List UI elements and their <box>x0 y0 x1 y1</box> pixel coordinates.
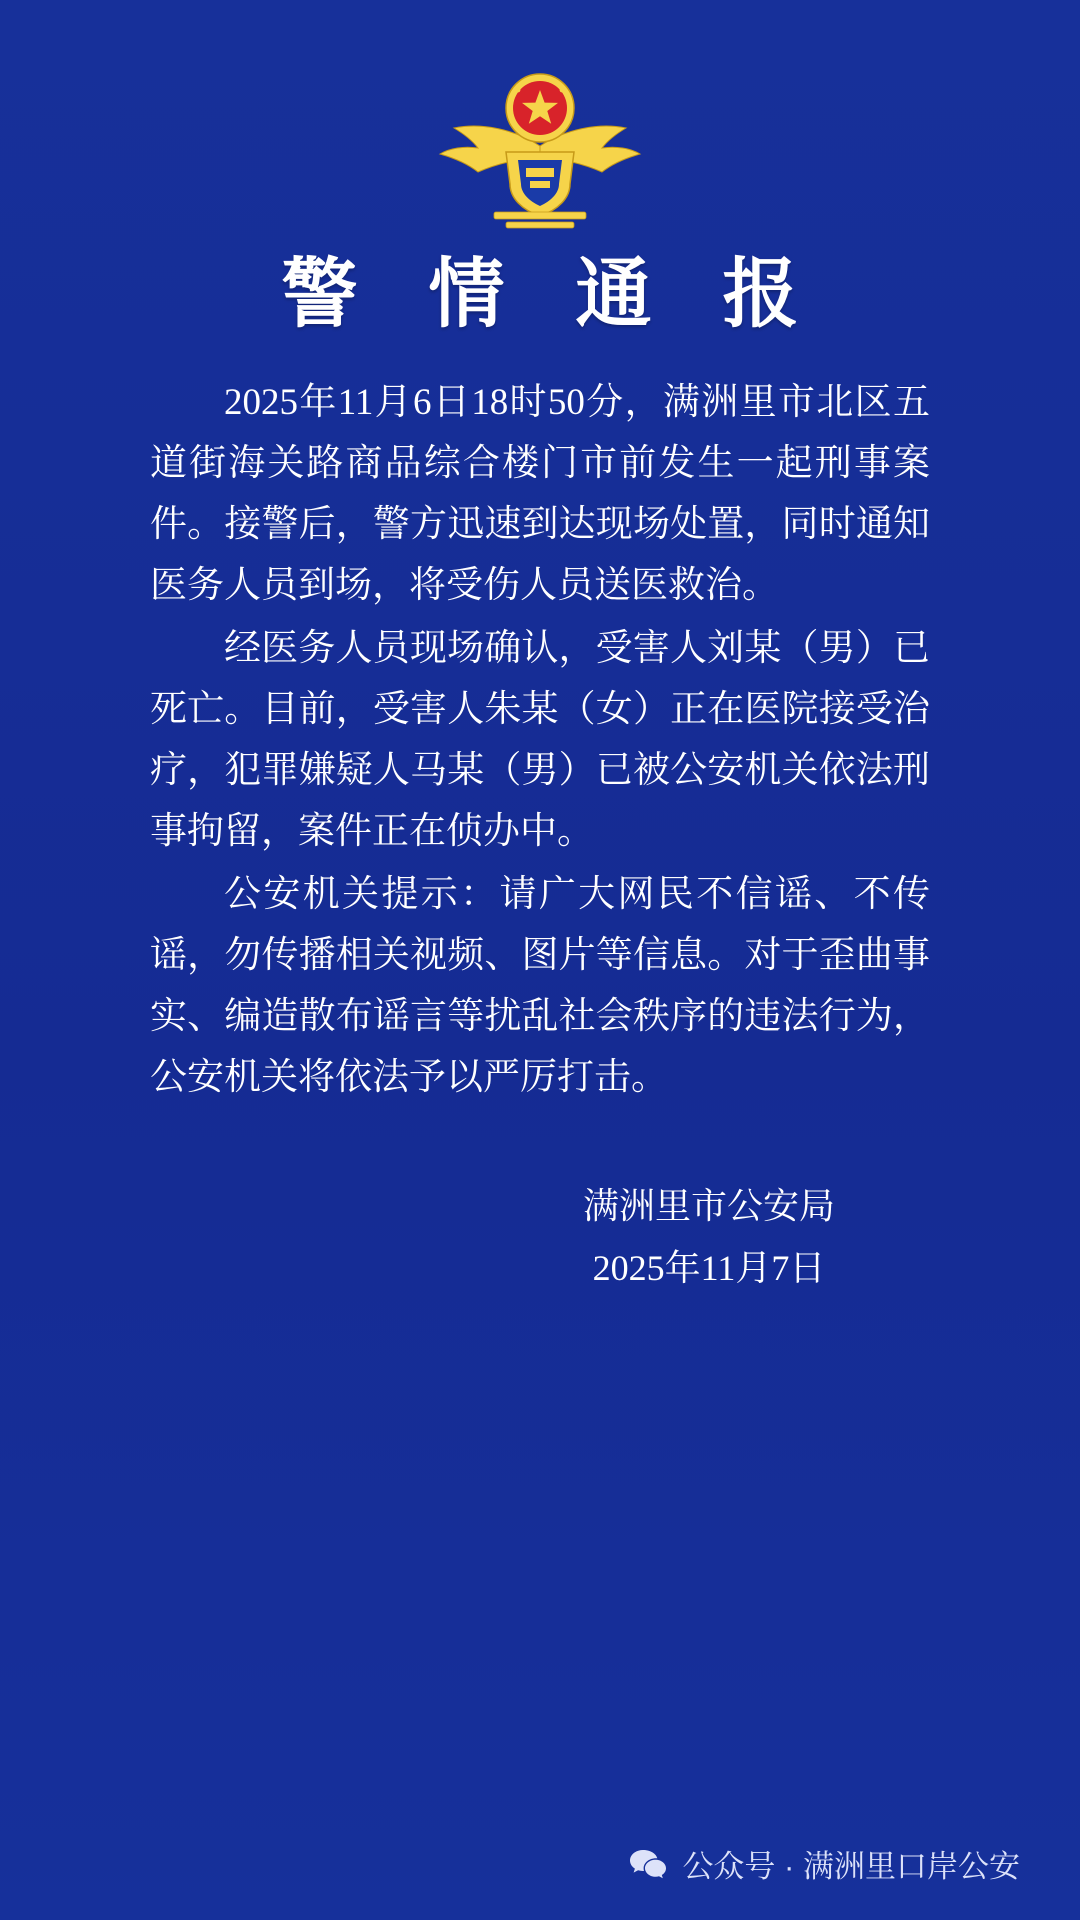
signature-block <box>583 1175 835 1299</box>
footer-text: 公众号 · 满洲里口岸公安 <box>682 1849 1020 1884</box>
notice-paragraph: 公安机关提示：请广大网民不信谣、不传谣，勿传播相关视频、图片等信息。对于歪曲事实、编造散布谣言等扰乱社会秩序的违法行为，公安机关将依法予以严厉打击。 <box>150 873 930 1098</box>
notice-paragraph: 2025年11月6日18时50分，满洲里市北区五道街海关路商品综合楼门市前发生一起刑事案件。接警后，警方迅速到达现场处置，同时通知医务人员到场，将受伤人员送医救治。 <box>150 381 930 606</box>
footer-account <box>628 1841 1020 1886</box>
page-title: 警 情 通 报 <box>281 253 825 337</box>
wechat-icon <box>628 1847 668 1881</box>
notice-body <box>150 372 930 1110</box>
notice-paragraph: 经医务人员现场确认，受害人刘某（男）已死亡。目前，受害人朱某（女）正在医院接受治疗，犯罪嫌疑人马某（男）已被公安机关依法刑事拘留，案件正在侦办中。 <box>150 627 930 852</box>
signature-issuer: 满洲里市公安局 <box>582 1186 835 1226</box>
signature-date: 2025年11月7日 <box>592 1248 826 1288</box>
china-police-emblem <box>420 60 660 230</box>
